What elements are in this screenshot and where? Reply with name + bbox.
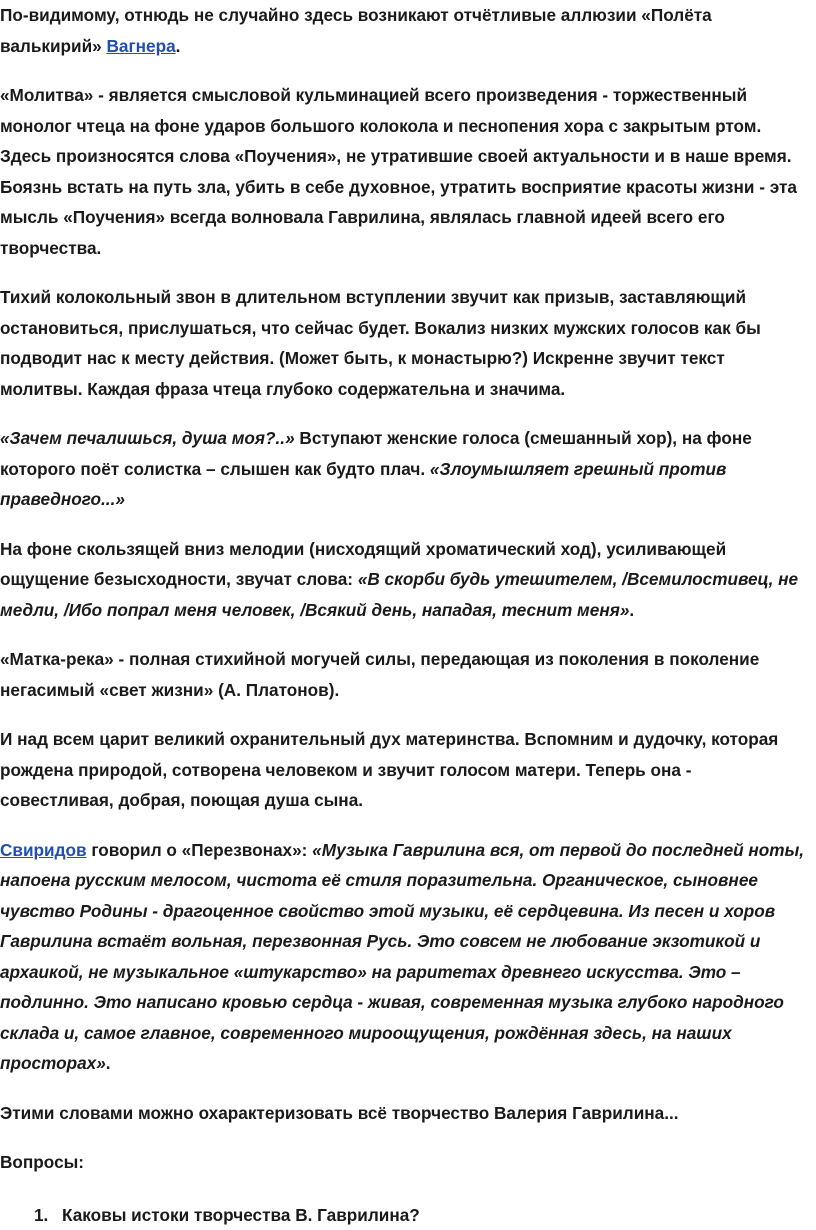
- paragraph-text: Вступают женские голоса (смешанный хор), на фоне которого поёт солистка – слышен как будто плач.: [0, 428, 752, 479]
- quote-soul: «Зачем печалишься, душа моя?..»: [0, 428, 295, 448]
- paragraph-text: На фоне скользящей вниз мелодии (нисходящий хроматический ход), усиливающей ощущение безысходности, звучат слова:: [0, 539, 726, 590]
- paragraph-text: По-видимому, отнюдь не случайно здесь возникают отчётливые аллюзии «Полёта валькирий»: [0, 5, 712, 56]
- questions-list: [0, 1200, 808, 1230]
- paragraph-motherhood: И над всем царит великий охранительный дух материнства. Вспомним и дудочку, которая рождена природой, сотворена человеком и звучит голосом матери. Теперь она - совестливая, добрая, поющая душа сына.: [0, 724, 808, 816]
- wagner-link[interactable]: Вагнера: [107, 36, 176, 56]
- paragraph-sviridov: [0, 835, 808, 1079]
- quote-sinner: «Злоумышляет грешный против праведного...»: [0, 459, 726, 510]
- sviridov-link[interactable]: Свиридов: [0, 840, 87, 860]
- paragraph-text: .: [106, 1053, 111, 1073]
- quote-sviridov: «Музыка Гаврилина вся, от первой до последней ноты, напоена русским мелосом, чистота её стиля поразительна. Органическое, сыновнее чувство Родины - драгоценное свойство этой музыки, её сердцевина. Из песен и хоров Гаврилина встаёт вольная, перезвонная Русь. Это совсем не любование экзотикой и архаикой, не музыкальное «штукарство» на раритетах древнего искусства. Это – подлинно. Это написано кровью сердца - живая, современная музыка глубоко народного склада и, самое главное, современного мироощущения, рождённая здесь, на наших просторах»: [0, 840, 804, 1074]
- paragraph-text: .: [176, 36, 181, 56]
- paragraph-prayer: «Молитва» - является смысловой кульминацией всего произведения - торжественный монолог чтеца на фоне ударов большого колокола и песнопения хора с закрытым ртом. Здесь произносятся слова «Поучения», не утратившие своей актуальности и в наше время. Боязнь встать на путь зла, убить в себе духовное, утратить восприятие красоты жизни - эта мысль «Поучения» всегда волновала Гаврилина, являлась главной идеей всего его творчества.: [0, 80, 808, 263]
- paragraph-text: .: [629, 600, 634, 620]
- paragraph-soul: [0, 423, 808, 515]
- paragraph-melody: [0, 534, 808, 626]
- paragraph-text: говорил о «Перезвонах»:: [87, 840, 313, 860]
- paragraph-bells: Тихий колокольный звон в длительном вступлении звучит как призыв, заставляющий остановиться, прислушаться, что сейчас будет. Вокализ низких мужских голосов как бы подводит нас к месту действия. (Может быть, к монастырю?) Искренне звучит текст молитвы. Каждая фраза чтеца глубоко содержательна и значима.: [0, 282, 808, 404]
- paragraph-wagner: [0, 0, 808, 61]
- questions-heading: Вопросы:: [0, 1147, 808, 1178]
- list-item: [34, 1200, 808, 1230]
- paragraph-river: «Матка-река» - полная стихийной могучей силы, передающая из поколения в поколение негасимый «свет жизни» (А. Платонов).: [0, 644, 808, 705]
- question-text: Каковы истоки творчества В. Гаврилина?: [62, 1205, 420, 1225]
- question-number: 1.: [34, 1200, 48, 1230]
- paragraph-summary: Этими словами можно охарактеризовать всё творчество Валерия Гаврилина...: [0, 1098, 808, 1129]
- quote-sorrow: «В скорби будь утешителем, /Всемилостивец, не медли, /Ибо попрал меня человек, /Всякий день, нападая, теснит меня»: [0, 569, 798, 620]
